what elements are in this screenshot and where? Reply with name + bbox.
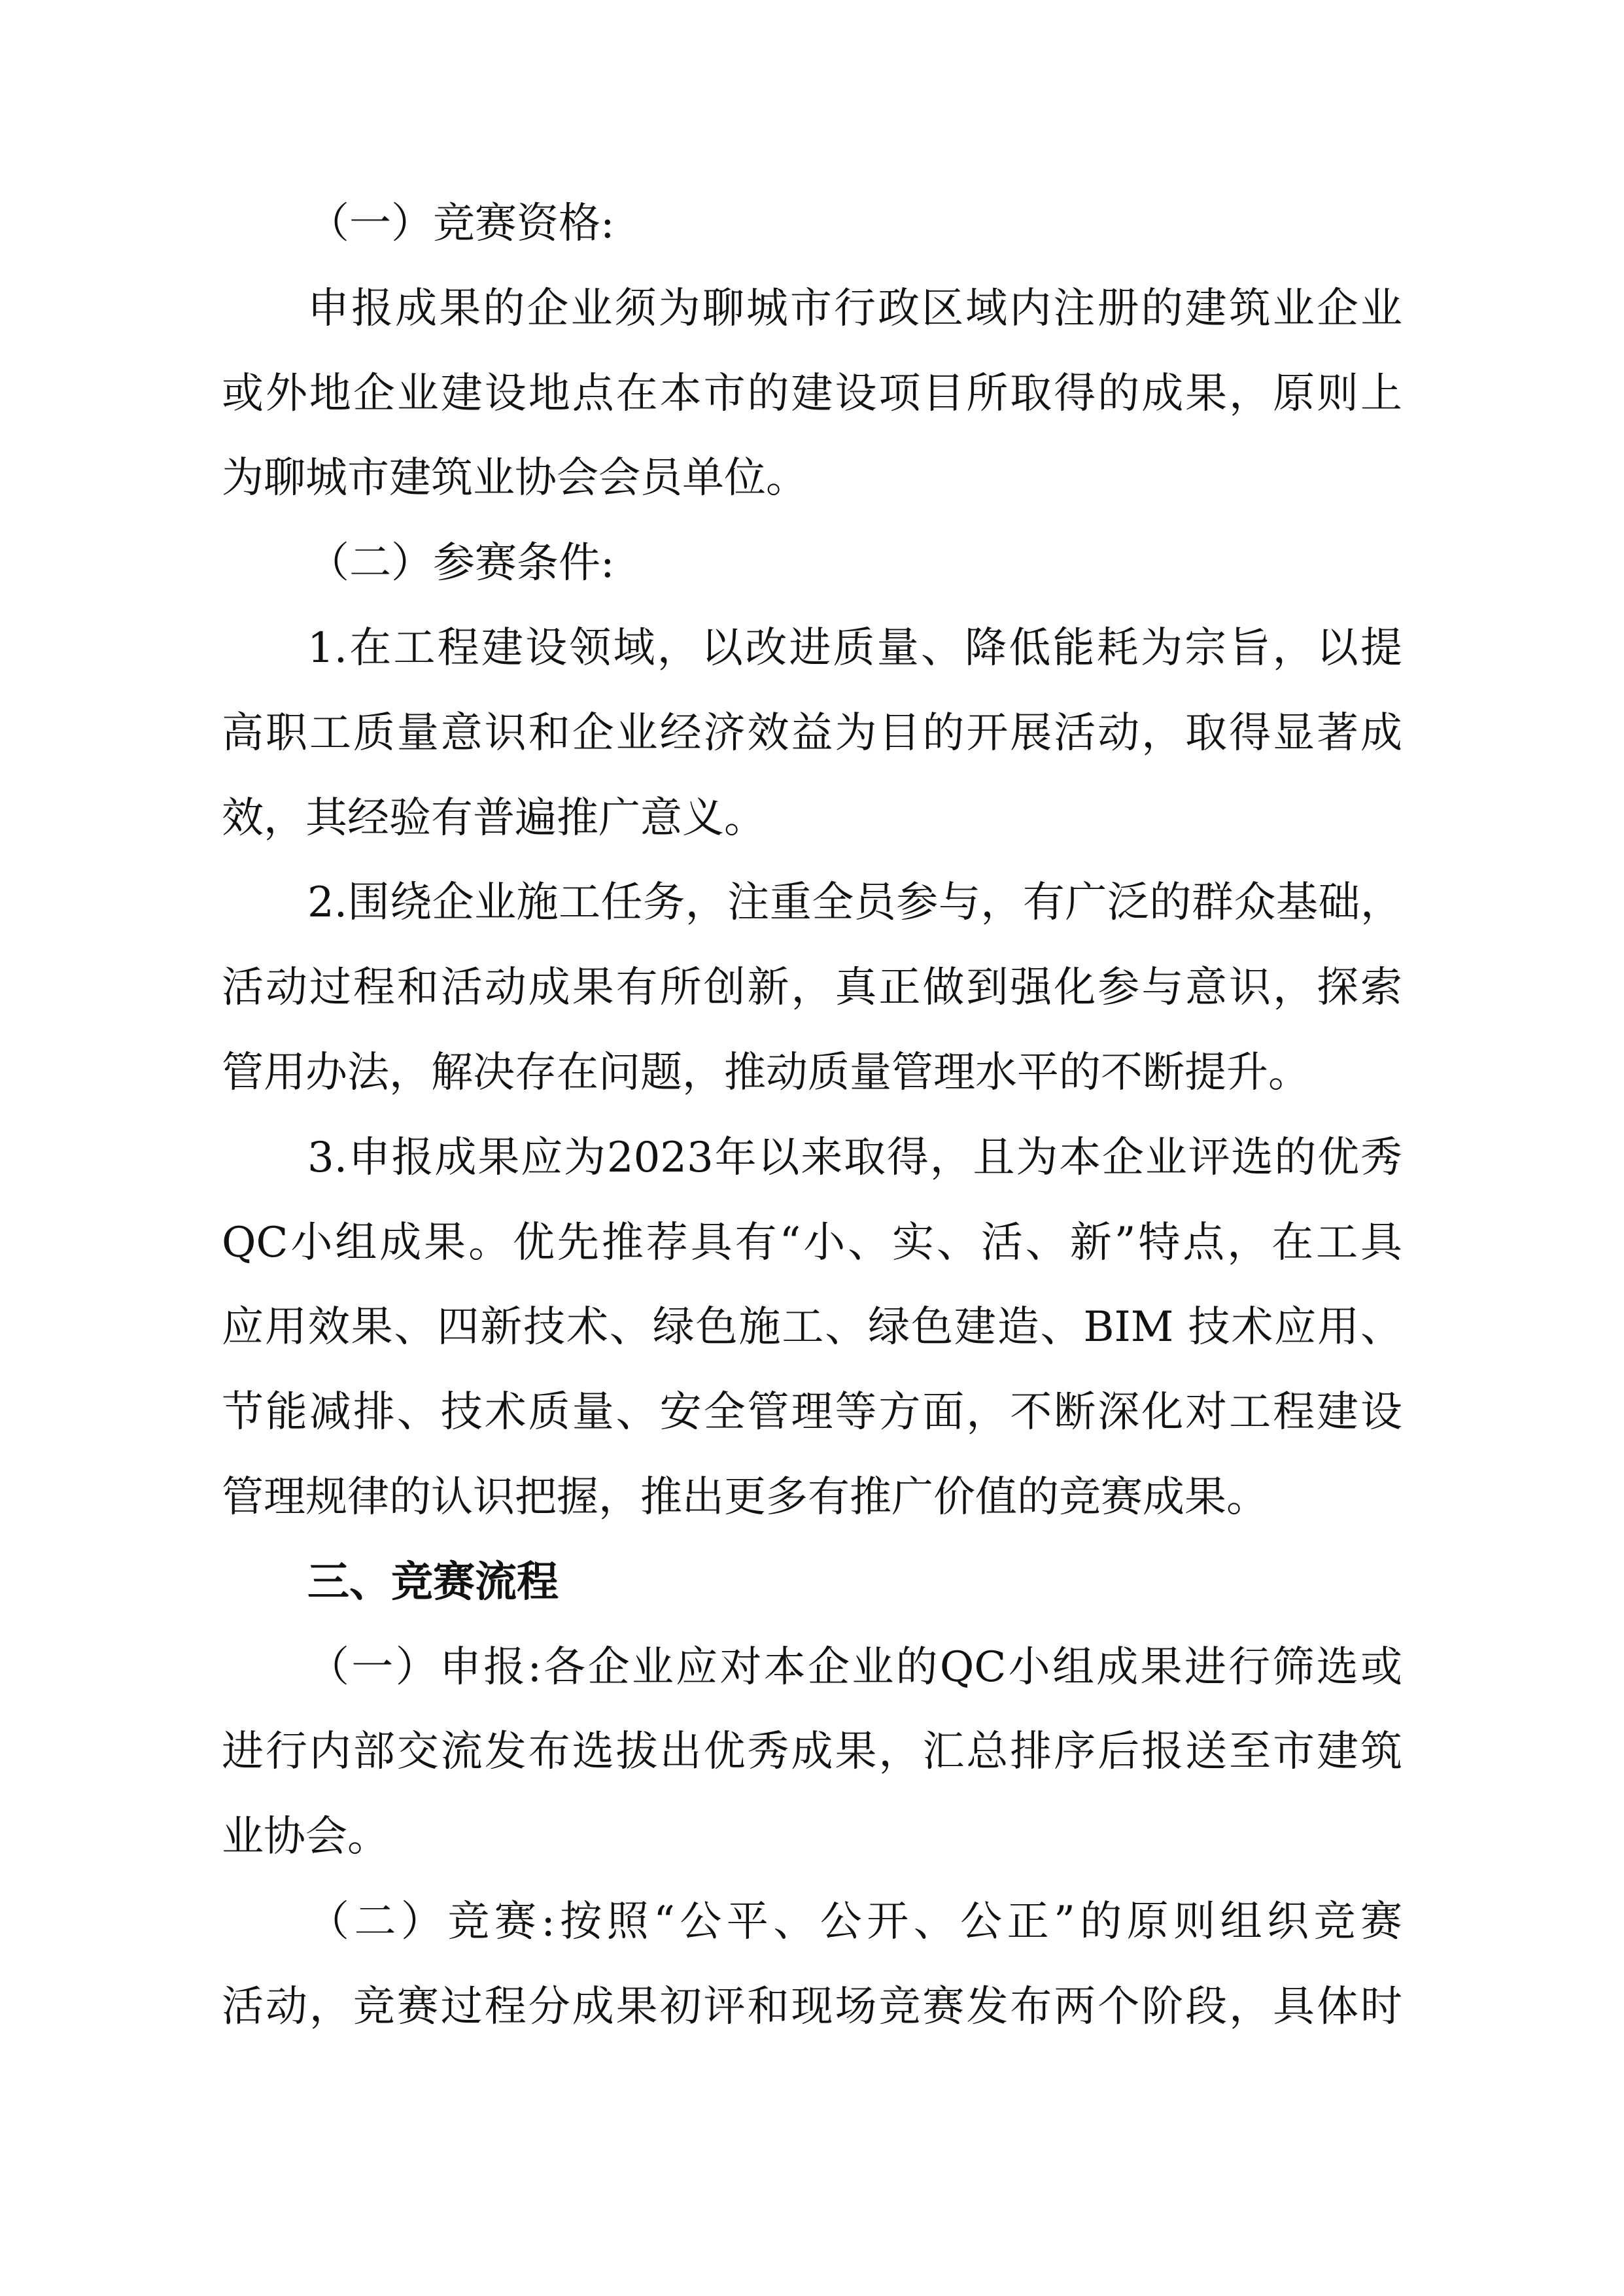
- paragraph-line: 活动，竞赛过程分成果初评和现场竞赛发布两个阶段，具体时: [222, 1982, 1402, 2031]
- paragraph-line: （二）竞赛:按照“公平、公开、公正”的原则组织竞赛: [307, 1897, 1402, 1946]
- paragraph-line: 进行内部交流发布选拔出优秀成果，汇总排序后报送至市建筑: [222, 1728, 1402, 1777]
- heading-line: 三、竞赛流程: [307, 1557, 559, 1607]
- paragraph-line: 业协会。: [222, 1813, 389, 1862]
- paragraph-line: 3.申报成果应为2023年以来取得，且为本企业评选的优秀: [307, 1133, 1402, 1182]
- paragraph-line: 高职工质量意识和企业经济效益为目的开展活动，取得显著成: [222, 708, 1402, 757]
- paragraph-line: 活动过程和活动成果有所创新，真正做到强化参与意识，探索: [222, 964, 1402, 1013]
- paragraph-line: 申报成果的企业须为聊城市行政区域内注册的建筑业企业: [307, 284, 1402, 333]
- document-page: [222, 182, 1402, 2050]
- paragraph-line: 或外地企业建设地点在本市的建设项目所取得的成果，原则上: [222, 369, 1402, 418]
- paragraph-line: 为聊城市建筑业协会会员单位。: [222, 454, 808, 503]
- paragraph-line: （一）申报:各企业应对本企业的QC小组成果进行筛选或: [307, 1643, 1402, 1692]
- paragraph-line: 管用办法，解决存在问题，推动质量管理水平的不断提升。: [222, 1048, 1310, 1097]
- paragraph-line: 效，其经验有普遍推广意义。: [222, 793, 766, 843]
- paragraph-line: 节能减排、技术质量、安全管理等方面，不断深化对工程建设: [222, 1388, 1402, 1437]
- paragraph-line: 2.围绕企业施工任务，注重全员参与，有广泛的群众基础，: [307, 878, 1402, 928]
- paragraph-line: 1.在工程建设领域，以改进质量、降低能耗为宗旨，以提: [307, 623, 1402, 672]
- paragraph-line: 管理规律的认识把握，推出更多有推广价值的竞赛成果。: [222, 1472, 1268, 1522]
- subheading-line: （二）参赛条件:: [307, 539, 615, 588]
- paragraph-line: QC小组成果。优先推荐具有“小、实、活、新”特点，在工具: [222, 1218, 1402, 1267]
- subheading-line: （一）竞赛资格:: [307, 200, 615, 248]
- paragraph-line: 应用效果、四新技术、绿色施工、绿色建造、BIM 技术应用、: [222, 1303, 1402, 1352]
